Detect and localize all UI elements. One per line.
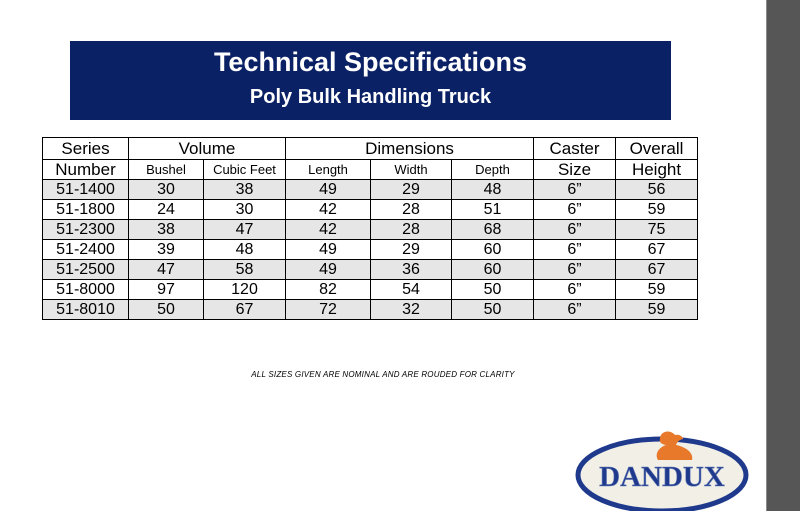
cell-caster: 6” [534, 240, 616, 260]
cell-bushel: 97 [129, 280, 204, 300]
cell-bushel: 38 [129, 220, 204, 240]
cell-height: 56 [616, 180, 698, 200]
cell-series: 51-2400 [43, 240, 129, 260]
header-depth: Depth [452, 160, 534, 180]
cell-depth: 50 [452, 300, 534, 320]
cell-caster: 6” [534, 180, 616, 200]
cell-length: 49 [286, 260, 371, 280]
cell-series: 51-1800 [43, 200, 129, 220]
cell-depth: 50 [452, 280, 534, 300]
page-subtitle: Poly Bulk Handling Truck [249, 86, 492, 108]
cell-caster: 6” [534, 260, 616, 280]
table-row [43, 200, 698, 220]
viewer-gutter [767, 0, 800, 511]
cell-height: 75 [616, 220, 698, 240]
header-overall: Overall [616, 138, 698, 160]
header-cubic-feet: Cubic Feet [204, 160, 286, 180]
cell-series: 51-8000 [43, 280, 129, 300]
cell-length: 42 [286, 220, 371, 240]
cell-length: 42 [286, 200, 371, 220]
cell-bushel: 39 [129, 240, 204, 260]
header-height: Height [616, 160, 698, 180]
cell-depth: 51 [452, 200, 534, 220]
cell-bushel: 47 [129, 260, 204, 280]
table-row [43, 280, 698, 300]
cell-cubic-feet: 58 [204, 260, 286, 280]
cell-width: 28 [371, 200, 452, 220]
specifications-table [42, 137, 698, 320]
table-row [43, 220, 698, 240]
table-row [43, 240, 698, 260]
logo-wordmark: DANDUX [599, 461, 725, 493]
cell-bushel: 30 [129, 180, 204, 200]
header-bushel: Bushel [129, 160, 204, 180]
cell-height: 67 [616, 240, 698, 260]
cell-length: 49 [286, 240, 371, 260]
cell-caster: 6” [534, 300, 616, 320]
cell-caster: 6” [534, 220, 616, 240]
table-row [43, 300, 698, 320]
page-title: Technical Specifications [213, 47, 528, 77]
cell-cubic-feet: 120 [204, 280, 286, 300]
cell-length: 49 [286, 180, 371, 200]
cell-length: 72 [286, 300, 371, 320]
header-size: Size [534, 160, 616, 180]
cell-depth: 68 [452, 220, 534, 240]
cell-depth: 48 [452, 180, 534, 200]
cell-cubic-feet: 30 [204, 200, 286, 220]
cell-depth: 60 [452, 260, 534, 280]
cell-width: 36 [371, 260, 452, 280]
cell-height: 59 [616, 200, 698, 220]
header-length: Length [286, 160, 371, 180]
cell-width: 54 [371, 280, 452, 300]
cell-cubic-feet: 48 [204, 240, 286, 260]
cell-series: 51-8010 [43, 300, 129, 320]
cell-width: 32 [371, 300, 452, 320]
cell-width: 29 [371, 240, 452, 260]
cell-height: 59 [616, 280, 698, 300]
header-volume: Volume [129, 138, 286, 160]
cell-cubic-feet: 38 [204, 180, 286, 200]
cell-bushel: 24 [129, 200, 204, 220]
cell-height: 67 [616, 260, 698, 280]
cell-cubic-feet: 67 [204, 300, 286, 320]
table-row [43, 260, 698, 280]
cell-cubic-feet: 47 [204, 220, 286, 240]
header-series: Series [43, 138, 129, 160]
cell-caster: 6” [534, 200, 616, 220]
title-banner [70, 41, 671, 120]
cell-series: 51-2500 [43, 260, 129, 280]
header-dimensions: Dimensions [286, 138, 534, 160]
cell-depth: 60 [452, 240, 534, 260]
cell-length: 82 [286, 280, 371, 300]
cell-series: 51-1400 [43, 180, 129, 200]
cell-series: 51-2300 [43, 220, 129, 240]
cell-width: 28 [371, 220, 452, 240]
cell-width: 29 [371, 180, 452, 200]
table-row [43, 180, 698, 200]
cell-bushel: 50 [129, 300, 204, 320]
header-number: Number [43, 160, 129, 180]
header-width: Width [371, 160, 452, 180]
cell-height: 59 [616, 300, 698, 320]
footnote: ALL SIZES GIVEN ARE NOMINAL AND ARE ROUDED FOR CLARITY [251, 370, 515, 379]
header-caster: Caster [534, 138, 616, 160]
cell-caster: 6” [534, 280, 616, 300]
dandux-logo [574, 425, 750, 511]
